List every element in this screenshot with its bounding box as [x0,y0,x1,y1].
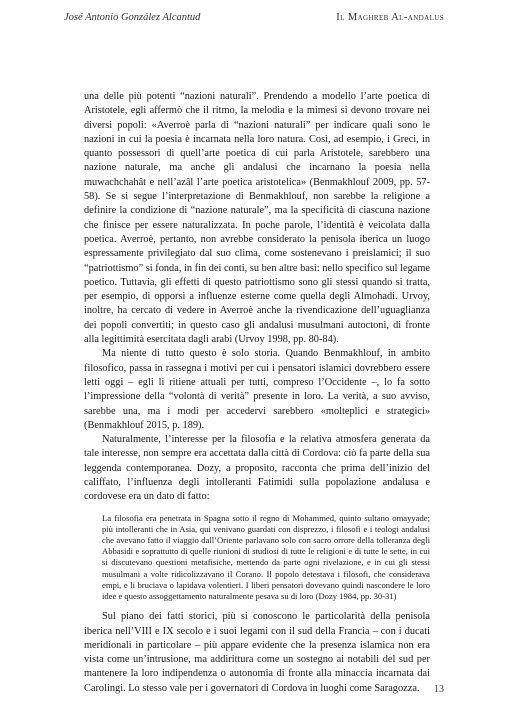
paragraph-4: Sul piano dei fatti storici, più si conoscono le particolarità della penisola iberica nell’VIII e IX secolo e i suoi legami con il sud della Francia – con i ducati meridionali in particolare – più appare evidente che la presenza islamica non era vista come un’intrusione, ma addirittura come un sostegno ai notabili del sud per mantenere la loro indipendenza o autonomia di fronte alla minaccia incarnata dai Carolingi. Lo stesso vale per i governatori di Cordova in luoghi come Saragozza. [84,611,430,694]
running-header-author: José Antonio González Alcantud [64,12,201,23]
paragraph-3: Naturalmente, l’interesse per la filosofia e la relativa atmosfera generata da tale interesse, non sempre era accettata dalla città di Cordova: ciò fa parte della sua leggenda contemporanea. Dozy, a proposito, racconta che prima dell’inizio del califfato, l’influenza degli intolleranti Fatimidi sulla popolazione andalusa e cordovese era un dato di fatto: [84,434,430,503]
block-quote [102,513,430,603]
running-header-title: Il Maghreb Al-andalus [336,12,444,23]
block-quote-text: La filosofia era penetrata in Spagna sotto il regno di Mohammed, quinto sultano omayyade; più intolleranti che in Asia, qui venivano guardati con disprezzo, i filosofi e i teologi andalusi che avevano fatto il viaggio dall’Oriente parlavano solo con sacro orrore della tolleranza degli Abbasidi e soprattutto di quelle riunioni di studiosi di tutte le religioni e di tutte le sette, in cui si discutevano questioni metafisiche, mettendo da parte ogni rivelazione, e in cui gli stessi musulmani a volte ridicolizzavano il Corano. Il popolo detestava i filosofi, che considerava empi, e li bruciava o lapidava volentieri. I liberi pensatori dovevano quindi nascondere le loro idee e questo assoggettamento naturalmente pesava su di loro (Dozy 1984, pp. 30-31) [102,512,430,602]
page-number: 13 [434,684,444,695]
body-text [84,90,430,696]
paragraph-2: Ma niente di tutto questo è solo storia. Quando Benmakhlouf, in ambito filosofico, passa in rassegna i motivi per cui i pensatori islamici dovrebbero essere letti oggi – egli li ritiene attuali per tutti, compreso l’Occidente –, lo fa sotto l’impressione della “volontà di verità” presente in loro. La verità, a suo avviso, sarebbe una, ma i modi per accedervi sarebbero «molteplici e strategici» (Benmakhlouf 2015, p. 189). [84,348,430,431]
paragraph-1: una delle più potenti “nazioni naturali”. Prendendo a modello l’arte poetica di Aristotele, egli affermò che il ritmo, la melodia e la mimesi si devono trovare nei diversi popoli: «Averroè parla di “nazioni naturali” per indicare quali sono le nazioni in cui la poesia è incarnata nella loro natura. Così, ad esempio, i Greci, in quanto possessori di quell’arte poetica di cui parla Aristotele, sarebbero una nazione naturale, ma anche gli andalusi che incarnano la poesia nella muwachchahât e nell’azâl l’arte poetica aristotelica» (Benmakhlouf 2009, pp. 57-58). Se si segue l’interpretazione di Benmakhlouf, non sarebbe la religione a definire la condizione di “nazione naturale”, ma la specificità di ciascuna nazione che finisce per essere naturalizzata. In poche parole, l’identità è veicolata dalla poetica. Averroè, pertanto, non avrebbe considerato la penisola iberica un luogo espressamente privilegiato dal suo clima, come sostenevano i preislamici; il suo “patriottismo” si fonda, in fin dei conti, su ben altre basi: nello specifico sul legame poetico. Tuttavia, gli effetti di questo patriottismo sono gli stessi quando si tratta, per esempio, di opporsi a influenze esterne come quella degli Almohadi. Urvoy, inoltre, ha cercato di vedere in Averroè anche la rivendicazione dell’uguaglianza dei popoli convertiti; in questo caso gli andalusi musulmani autoctoni, di fronte alla legittimità esercitata dagli arabi (Urvoy 1998, pp. 80-84). [84,91,430,346]
